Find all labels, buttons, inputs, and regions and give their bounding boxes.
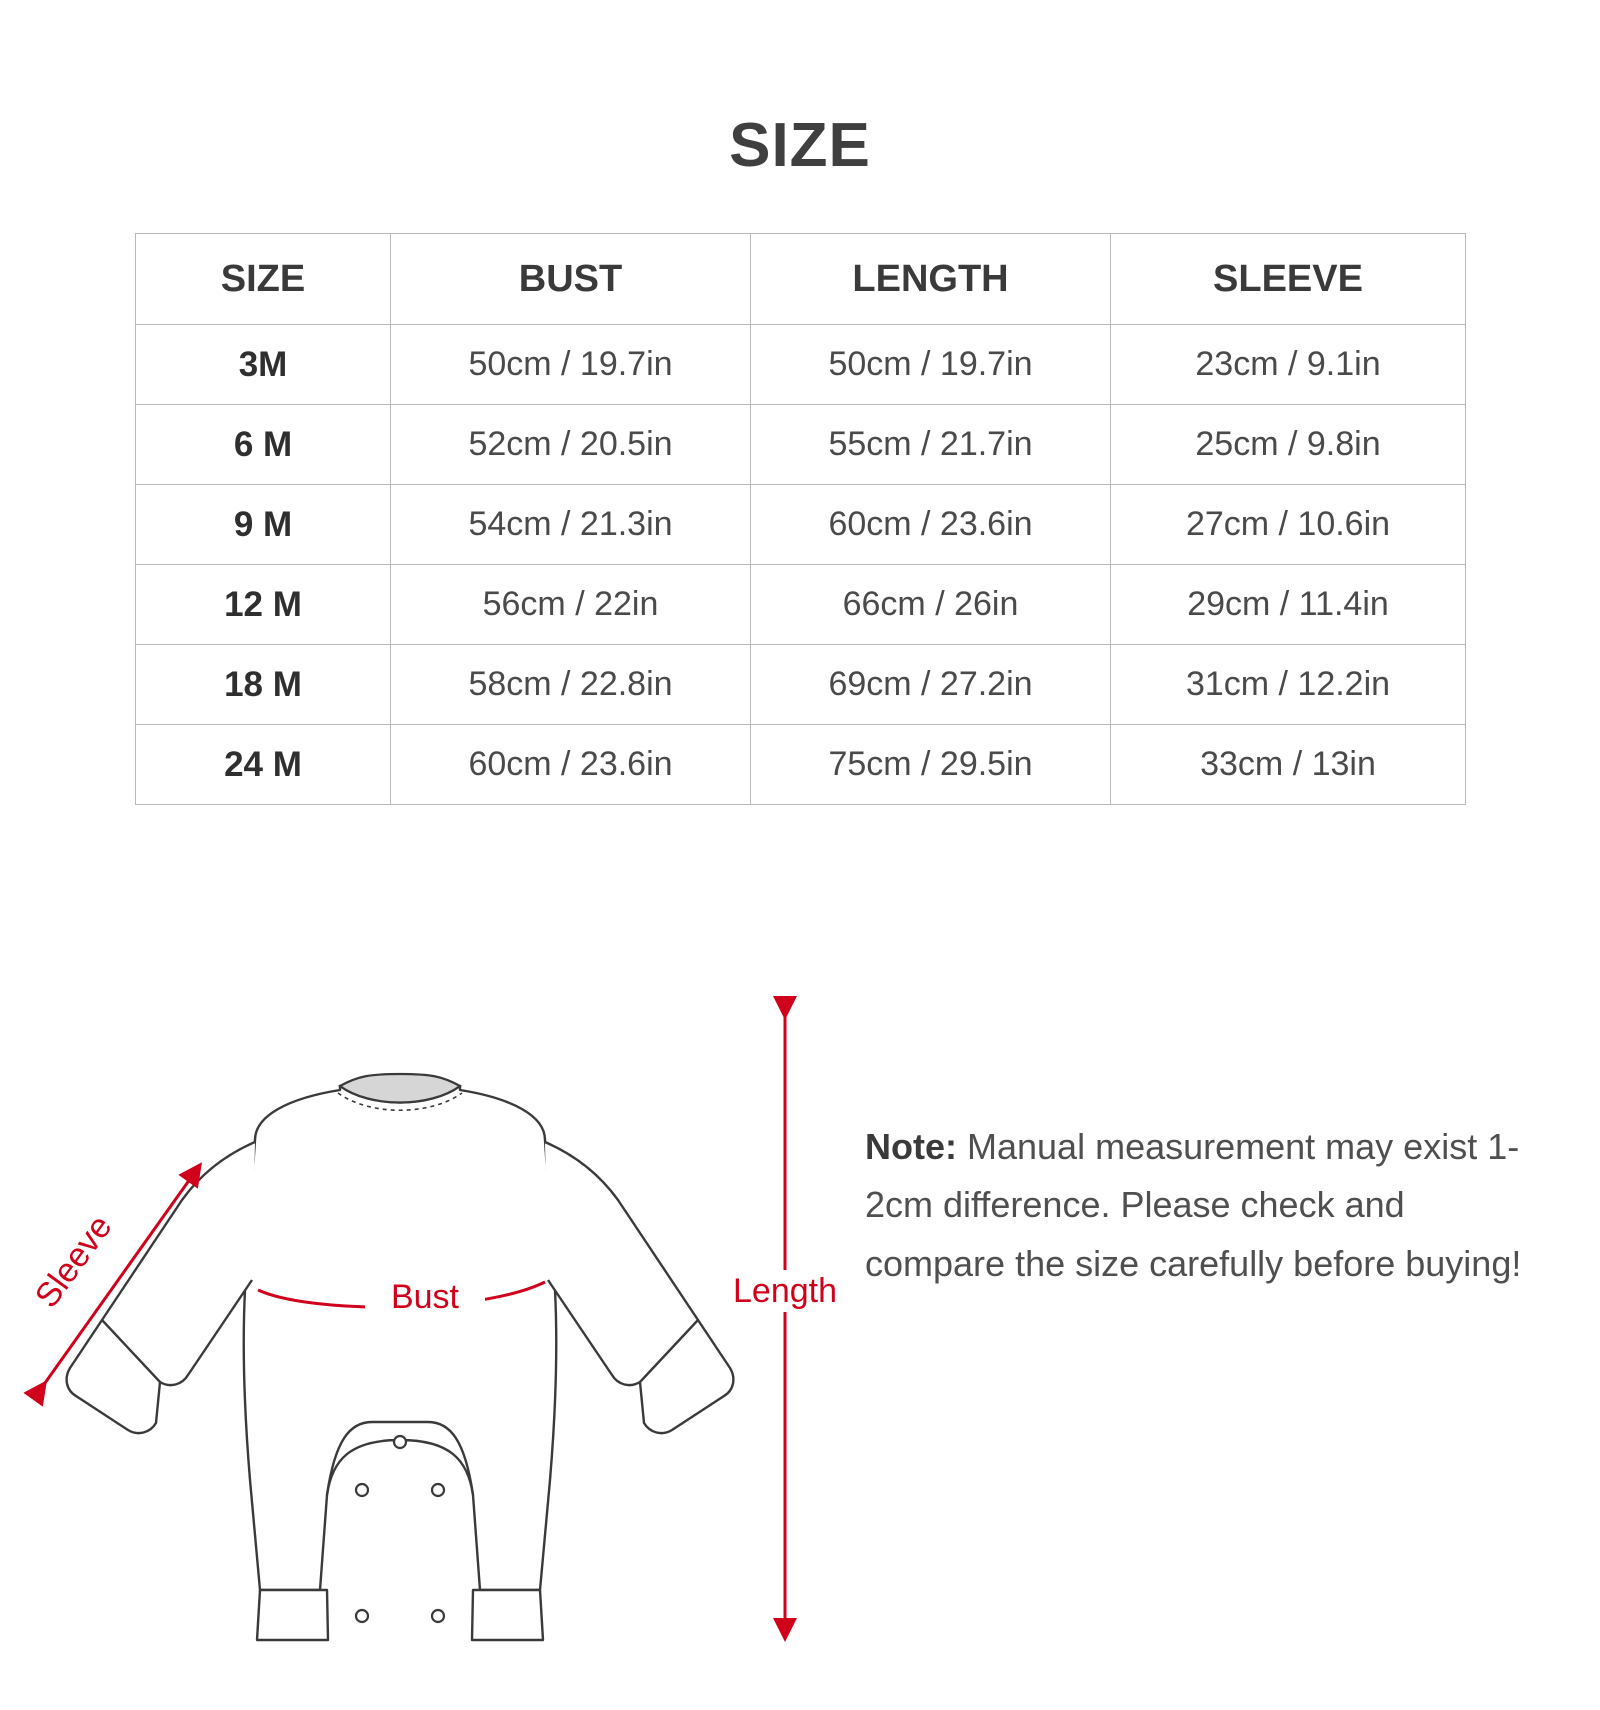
cell-sleeve: 25cm / 9.8in	[1111, 405, 1466, 485]
size-table-container	[135, 233, 1465, 805]
table-header-row	[136, 234, 1466, 325]
cell-size: 9 M	[136, 485, 391, 565]
cell-length: 75cm / 29.5in	[751, 725, 1111, 805]
sleeve-label: Sleeve	[27, 1208, 120, 1315]
note-text: Manual measurement may exist 1-2cm difference. Please check and compare the size carefully before buying!	[865, 1126, 1522, 1284]
cell-length: 55cm / 21.7in	[751, 405, 1111, 485]
cell-sleeve: 29cm / 11.4in	[1111, 565, 1466, 645]
column-header-size: SIZE	[136, 234, 391, 325]
table-row	[136, 645, 1466, 725]
cell-size: 24 M	[136, 725, 391, 805]
cell-length: 69cm / 27.2in	[751, 645, 1111, 725]
cell-sleeve: 27cm / 10.6in	[1111, 485, 1466, 565]
column-header-bust: BUST	[391, 234, 751, 325]
table-row	[136, 725, 1466, 805]
cell-bust: 58cm / 22.8in	[391, 645, 751, 725]
cell-sleeve: 33cm / 13in	[1111, 725, 1466, 805]
note-block	[865, 1118, 1525, 1293]
snap-buttons	[356, 1436, 444, 1622]
column-header-sleeve: SLEEVE	[1111, 234, 1466, 325]
bust-label: Bust	[390, 1278, 460, 1316]
table-row	[136, 485, 1466, 565]
note-prefix: Note:	[865, 1126, 957, 1167]
length-label: Length	[733, 1272, 837, 1310]
cell-bust: 56cm / 22in	[391, 565, 751, 645]
size-table-head	[136, 234, 1466, 325]
measurement-diagram-section	[0, 990, 1600, 1690]
cell-size: 3M	[136, 325, 391, 405]
cell-length: 60cm / 23.6in	[751, 485, 1111, 565]
cell-size: 12 M	[136, 565, 391, 645]
cell-sleeve: 23cm / 9.1in	[1111, 325, 1466, 405]
cell-size: 6 M	[136, 405, 391, 485]
cell-bust: 60cm / 23.6in	[391, 725, 751, 805]
cell-sleeve: 31cm / 12.2in	[1111, 645, 1466, 725]
romper-illustration	[10, 990, 840, 1690]
size-table-body	[136, 325, 1466, 805]
garment-outline	[67, 1086, 734, 1640]
cell-length: 50cm / 19.7in	[751, 325, 1111, 405]
size-table	[135, 233, 1466, 805]
cell-bust: 54cm / 21.3in	[391, 485, 751, 565]
cell-size: 18 M	[136, 645, 391, 725]
cell-bust: 50cm / 19.7in	[391, 325, 751, 405]
table-row	[136, 565, 1466, 645]
cell-length: 66cm / 26in	[751, 565, 1111, 645]
cell-bust: 52cm / 20.5in	[391, 405, 751, 485]
column-header-length: LENGTH	[751, 234, 1111, 325]
page-title: SIZE	[729, 111, 871, 180]
table-row	[136, 405, 1466, 485]
table-row	[136, 325, 1466, 405]
